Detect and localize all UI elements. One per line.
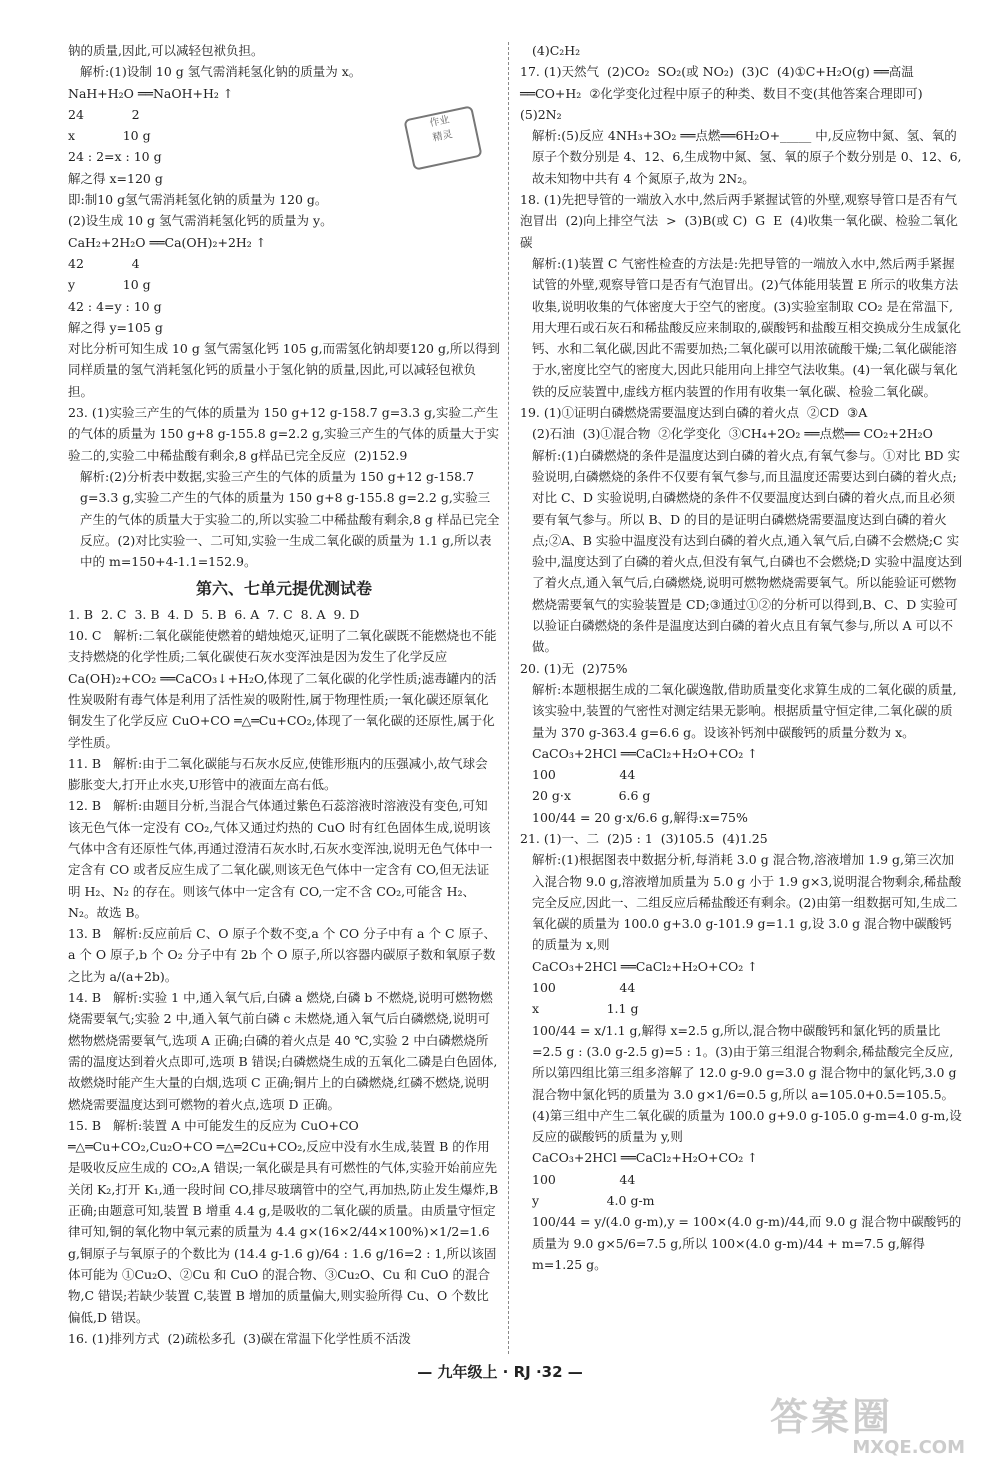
equation-line: 100 44 bbox=[532, 980, 636, 996]
paragraph: 100/44 = y/(4.0 g-m),y = 100×(4.0 g-m)/44,而 9.0 g 混合物中碳酸钙的质量为 9.0 g×5/6=7.5 g,所以 100×(4.0 g-m)/44 + m=7.5 g,解得 m=1.25 g。 bbox=[532, 1214, 962, 1272]
paragraph: 100/44 = x/1.1 g,解得 x=2.5 g,所以,混合物中碳酸钙和氯化钙的质量比=2.5 g : (3.0 g-2.5 g)=5 : 1。(3)由于第三组混合物剩余,稀盐酸完全反应,所以第四组比第三组多溶解了 12.0 g-9.0 g=3.0 g 混合物中的氯化钙,3.0 g 混合物中氯化钙的质量为 3.0 g×1/6=0.5 g,所以 a=105.0+0.5=105.5。(4)第三组中产生二氧化碳的质量为 100.0 g+9.0 g-105.0 g-m=4.0 g-m,设反应的碳酸钙的质量为 y,则 bbox=[532, 1022, 962, 1145]
watermark-logo bbox=[770, 1396, 965, 1462]
text-line: 即:制10 g氢气需消耗氢化钠的质量为 120 g。 bbox=[68, 192, 328, 208]
answer-11: 11. B 解析:由于二氧化碳能与石灰水反应,使锥形瓶内的压强减小,故气球会膨胀变大,打开止水夹,U形管中的液面左高右低。 bbox=[68, 755, 488, 793]
page-footer: — 九年级上 · RJ ·32 — bbox=[417, 1363, 583, 1381]
analysis-20: 解析:本题根据生成的二氧化碳逸散,借助质量变化求算生成的二氧化碳的质量,该实验中,装置的气密性对测定结果无影响。根据质量守恒定律,二氧化碳的质量为 370 g-363.4 g=6.6 g。设该补钙剂中碳酸钙的质量分数为 x。 bbox=[532, 681, 957, 740]
right-column bbox=[520, 40, 964, 1275]
paragraph: 对比分析可知生成 10 g 氢气需氢化钙 105 g,而需氢化钠却要120 g,所以得到同样质量的氢气消耗氢化钙的质量小于氢化钠的质量,因此,可以减轻包袱负担。 bbox=[68, 341, 500, 399]
equation-line: 42 : 4=y : 10 g bbox=[68, 298, 162, 314]
equation-line: 100 44 bbox=[532, 767, 636, 783]
answer-16-4: (4)C₂H₂ bbox=[532, 43, 581, 58]
stamp-text: 精灵 bbox=[431, 129, 454, 144]
equation-line: CaCO₃+2HCl ══CaCl₂+H₂O+CO₂ ↑ bbox=[532, 745, 758, 761]
analysis-23: 解析:(2)分析表中数据,实验三产生的气体的质量为 150 g+12 g-158.7 g=3.3 g,实验二产生的气体的质量为 150 g+8 g-155.8 g=2.2 g,实验三产生的气体的质量大于实验二的,所以实验二中稀盐酸有剩余,8 g 样品已完全反应。(2)对比实验一、二可知,实验一生成二氧化碳的质量为 1.1 g,所以表中的 m=150+4-1.1=152.9。 bbox=[80, 468, 500, 570]
equation-line: 42 4 bbox=[68, 255, 140, 271]
answer-17: 17. (1)天然气 (2)CO₂ SO₂(或 NO₂) (3)C (4)①C+H₂O(g) ══高温══CO+H₂ ②化学变化过程中原子的种类、数目不变(其他答案合理即可) (5)2N₂ bbox=[520, 64, 931, 122]
equation-line: x 10 g bbox=[68, 128, 151, 144]
answer-1-9: 1. B 2. C 3. B 4. D 5. B 6. A 7. C 8. A 9. D bbox=[68, 606, 360, 622]
analysis-21: 解析:(1)根据图表中数据分析,每消耗 3.0 g 混合物,溶液增加 1.9 g,第三次加入混合物 9.0 g,溶液增加质量为 5.0 g 小于 1.9 g×3,说明混合物剩余,稀盐酸完全反应,因此一、二组反应后稀盐酸还有剩余。(2)由第一组数据可知,生成二氧化碳的质量为 100.0 g+3.0 g-101.9 g=1.1 g,设 3.0 g 混合物中碳酸钙的质量为 x,则 bbox=[532, 852, 962, 953]
equation-line: 24 : 2=x : 10 g bbox=[68, 149, 162, 165]
analysis-18: 解析:(1)装置 C 气密性检查的方法是:先把导管的一端放入水中,然后两手紧握试管的外壁,观察导管口是否有气泡冒出。(2)气体能用装置 E 所示的收集方法收集,说明收集的气体密度大于空气的密度。(3)实验室制取 CO₂ 是在常温下,用大理石或石灰石和稀盐酸反应来制取的,碳酸钙和盐酸互相交换成分生成氯化钙、水和二氧化碳,因此不需要加热;二氧化碳可以用浓硫酸干燥;二氧化碳能溶于水,密度比空气的密度大,因此只能用向上排空气法收集。(4)一氧化碳与氧化铁的反应装置中,虚线方框内装置的作用有收集一氧化碳、检验二氧化碳。 bbox=[532, 255, 961, 399]
stamp-text: 作业 bbox=[428, 114, 451, 130]
equation-line: 20 g·x 6.6 g bbox=[532, 788, 651, 804]
answer-15: 15. B 解析:装置 A 中可能发生的反应为 CuO+CO ═△═Cu+CO₂,Cu₂O+CO ═△═2Cu+CO₂,反应中没有水生成,装置 B 的作用是吸收反应生成的 CO₂,A 错误;一氧化碳是具有可燃性的气体,实验开始前应先关闭 K₂,打开 K₁,通一段时间 CO,排尽玻璃管中的空气,再加热,防止发生爆炸,B 正确;由题意可知,装置 B 增重 4.4 g,是吸收的二氧化碳的质量。由质量守恒定律可知,铜的氧化物中氧元素的质量为 4.4 g×(16×2/44×100%)×1/2=1.6 g,铜原子与氧原子的个数比为 (14.4 g-1.6 g)/64 : 1.6 g/16=2 : 1,所以该固体可能为 ①Cu₂O、②Cu 和 CuO 的混合物、③Cu₂O、Cu 和 CuO 的混合物,C 错误;若缺少装置 C,装置 B 增加的质量偏大,则实验所得 Cu、O 个数比偏低,D 错误。 bbox=[68, 1117, 503, 1325]
equation-line: CaH₂+2H₂O ══Ca(OH)₂+2H₂ ↑ bbox=[68, 234, 267, 250]
analysis-19: 解析:(1)白磷燃烧的条件是温度达到白磷的着火点,有氧气参与。①对比 BD 实验说明,白磷燃烧的条件不仅要有氧气参与,而且温度还需要达到白磷的着火点;对比 C、D 实验说明,白磷燃烧的条件不仅要温度达到白磷的着火点,而且必须要有氧气参与。所以 B、D 的目的是证明白磷燃烧需要温度达到白磷的着火点;②A、B 实验中温度没有达到白磷的着火点,通入氧气后,白磷不会燃烧;C 实验中,温度达到了白磷的着火点,但没有氧气,白磷也不会燃烧;D 实验中温度达到了着火点,通入氧气后,白磷燃烧,说明可燃物燃烧需要氧气。所以能验证可燃物燃烧需要氧气的实验装置是 CD;③通过①②的分析可以得到,B、C、D 实验可以验证白磷燃烧的条件是温度达到白磷的着火点且有氧气参与,所以 A 可以不做。 bbox=[532, 447, 963, 655]
equation-line: CaCO₃+2HCl ══CaCl₂+H₂O+CO₂ ↑ bbox=[532, 1150, 758, 1166]
answer-20: 20. (1)无 (2)75% bbox=[520, 660, 628, 676]
answer-14: 14. B 解析:实验 1 中,通入氧气后,白磷 a 燃烧,白磷 b 不燃烧,说明可燃物燃烧需要氧气;实验 2 中,通入氧气前白磷 c 未燃烧,通入氧气后白磷燃烧,说明可燃物燃烧需要氧气,选项 A 正确;白磷的着火点是 40 ℃,实验 2 中白磷燃烧所需的温度达到着火点即可,选项 B 错误;白磷燃烧生成的五氧化二磷是白色固体,故燃烧时能产生大量的白烟,选项 C 正确;铜片上的白磷燃烧,红磷不燃烧,说明燃烧需要温度达到可燃物的着火点,选项 D 正确。 bbox=[68, 990, 498, 1112]
equation-line: x 1.1 g bbox=[532, 1001, 639, 1017]
text-line: 解析:(1)设制 10 g 氢气需消耗氢化钠的质量为 x。 bbox=[80, 64, 362, 80]
text-line: (2)设生成 10 g 氢气需消耗氢化钙的质量为 y。 bbox=[68, 213, 333, 229]
text-line: 钠的质量,因此,可以减轻包袱负担。 bbox=[68, 43, 264, 58]
answer-21: 21. (1)一、二 (2)5 : 1 (3)105.5 (4)1.25 bbox=[520, 830, 768, 846]
equation-line: y 10 g bbox=[68, 277, 151, 293]
answer-18: 18. (1)先把导管的一端放入水中,然后两手紧握试管的外壁,观察导管口是否有气泡冒出 (2)向上排空气法 > (3)B(或 C) G E (4)收集一氧化碳、检验二氧化碳 bbox=[520, 192, 958, 250]
equation-line: NaH+H₂O ══NaOH+H₂ ↑ bbox=[68, 85, 234, 101]
answer-19-cont: (2)石油 (3)①混合物 ②化学变化 ③CH₄+2O₂ ══点燃══ CO₂+2H₂O bbox=[532, 426, 933, 442]
equation-line: 100/44 = 20 g·x/6.6 g,解得:x=75% bbox=[532, 809, 748, 825]
answer-10: 10. C 解析:二氧化碳能使燃着的蜡烛熄灭,证明了二氧化碳既不能燃烧也不能支持燃烧的化学性质;二氧化碳使石灰水变浑浊是因为发生了化学反应 Ca(OH)₂+CO₂ ══CaCO₃↓+H₂O,体现了二氧化碳的化学性质;滤毒罐内的活性炭吸附有毒气体是利用了活性炭的吸附性,属于物理性质;一氧化碳还原氧化铜发生了化学反应 CuO+CO ═△═Cu+CO₂,体现了一氧化碳的还原性,属于化学性质。 bbox=[68, 628, 497, 750]
equation-line: CaCO₃+2HCl ══CaCl₂+H₂O+CO₂ ↑ bbox=[532, 958, 758, 974]
equation-line: 100 44 bbox=[532, 1171, 636, 1187]
section-title: 第六、七单元提优测试卷 bbox=[195, 579, 372, 599]
text-line: 解之得 y=105 g bbox=[68, 319, 163, 335]
answer-16: 16. (1)排列方式 (2)疏松多孔 (3)碳在常温下化学性质不活泼 bbox=[68, 1330, 411, 1346]
watermark-url: MXQE.COM bbox=[852, 1437, 965, 1458]
answer-13: 13. B 解析:反应前后 C、O 原子个数不变,a 个 CO 分子中有 a 个 C 原子、a 个 O 原子,b 个 O₂ 分子中有 2b 个 O 原子,所以容器内碳原子数和氧原子数之比为 a/(a+2b)。 bbox=[68, 926, 496, 984]
left-column bbox=[68, 40, 503, 1349]
column-divider bbox=[508, 42, 509, 1354]
answer-19: 19. (1)①证明白磷燃烧需要温度达到白磷的着火点 ②CD ③A bbox=[520, 405, 868, 421]
answer-12: 12. B 解析:由题目分析,当混合气体通过紫色石蕊溶液时溶液没有变色,可知该无色气体一定没有 CO₂,气体又通过灼热的 CuO 时有红色固体生成,说明该气体中含有还原性气体,再通过澄清石灰水时,石灰水变浑浊,说明无色气体中一定含有 CO 或者反应生成了二氧化碳,则该无色气体中一定含有 CO,但无法证明 H₂、N₂ 的存在。则该气体中一定含有 CO,一定不含 CO₂,可能含 H₂、N₂。故选 B。 bbox=[68, 798, 493, 920]
text-line: 解之得 x=120 g bbox=[68, 170, 163, 186]
equation-line: y 4.0 g-m bbox=[532, 1193, 655, 1209]
watermark-text: 答案圈 bbox=[770, 1395, 894, 1439]
analysis-17: 解析:(5)反应 4NH₃+3O₂ ══点燃══6H₂O+_____ 中,反应物中氮、氢、氧的原子个数分别是 4、12、6,生成物中氮、氢、氧的原子个数分别是 0、12、6,故未知物中共有 4 个氮原子,故为 2N₂。 bbox=[532, 128, 962, 186]
equation-line: 24 2 bbox=[68, 106, 140, 122]
answer-23: 23. (1)实验三产生的气体的质量为 150 g+12 g-158.7 g=3.3 g,实验二产生的气体的质量为 150 g+8 g-155.8 g=2.2 g,实验三产生的气体的质量大于实验二的,实验二中稀盐酸有剩余,8 g样品已完全反应 (2)152.9 bbox=[68, 405, 499, 463]
